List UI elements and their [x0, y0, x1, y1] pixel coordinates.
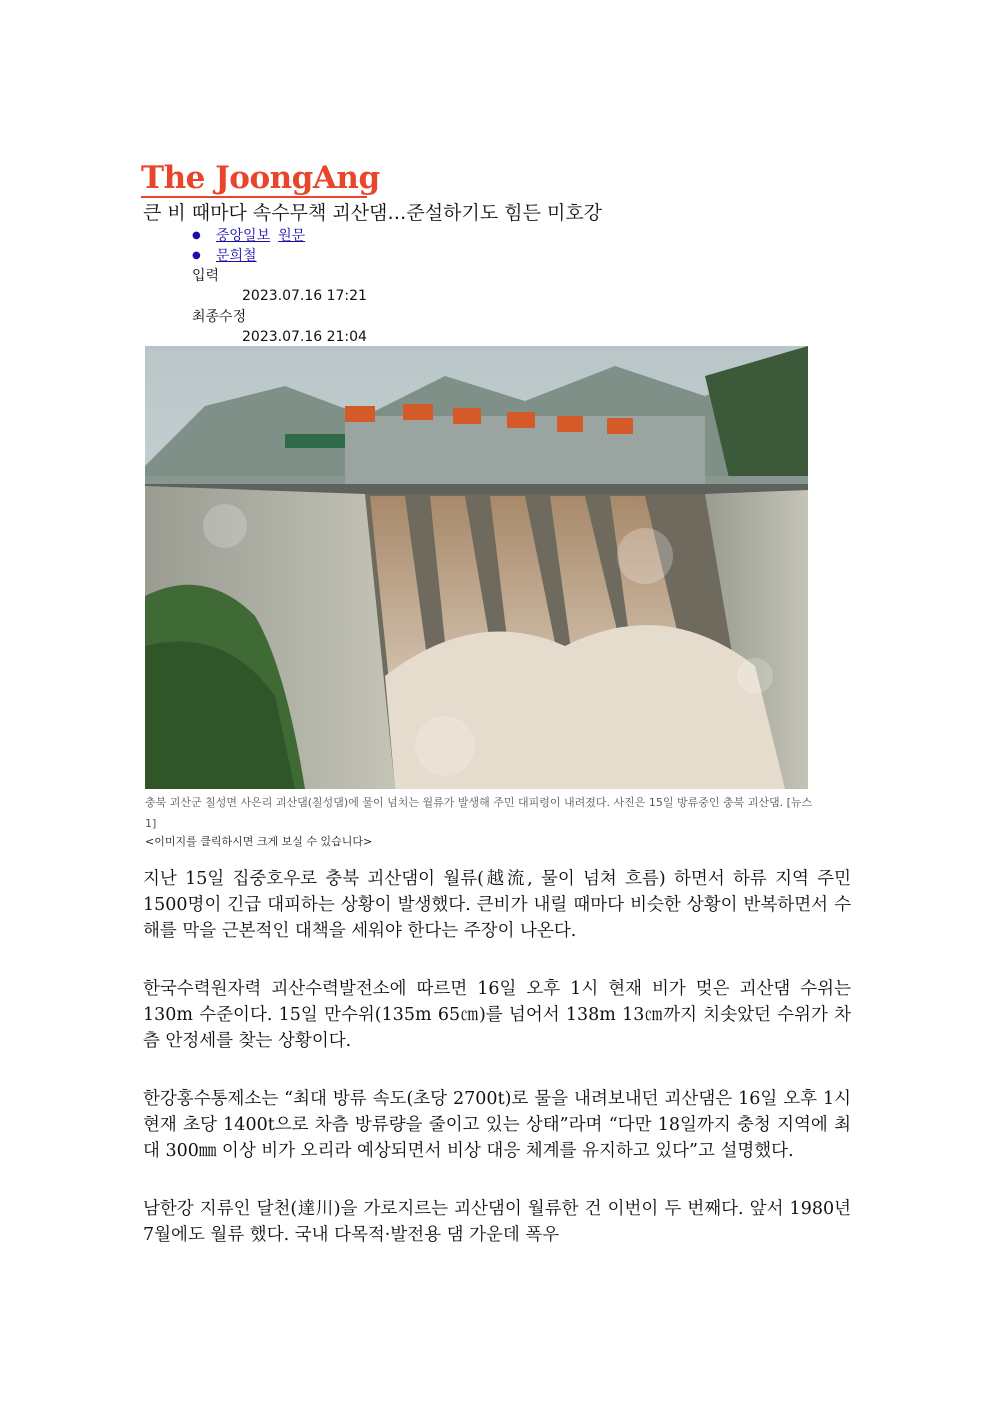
- article-headline: 큰 비 때마다 속수무책 괴산댐…준설하기도 힘든 미호강: [143, 202, 603, 224]
- byline-list: [192, 226, 367, 266]
- paragraph: 지난 15일 집중호우로 충북 괴산댐이 월류(越流, 물이 넘쳐 흐름) 하면서 하류 지역 주민 1500명이 긴급 대피하는 상황이 발생했다. 큰비가 내릴 때마다 비슷한 상황이 반복하면서 수해를 막을 근본적인 대책을 세워야 한다는 주장이 나온다.: [143, 869, 851, 941]
- reporter-link[interactable]: 문희철: [216, 248, 257, 264]
- byline-item-publisher: [192, 226, 367, 246]
- bullet-icon: ●: [192, 230, 201, 241]
- photo-caption-block: [145, 792, 817, 849]
- published-label: 입력: [192, 268, 220, 284]
- paragraph: 한강홍수통제소는 “최대 방류 속도(초당 2700t)로 물을 내려보내던 괴산댐은 16일 오후 1시 현재 초당 1400t으로 차츰 방류량을 줄이고 있는 상태”라며 “다만 18일까지 충청 지역에 최대 300㎜ 이상 비가 오리라 예상되면서 비상 대응 체계를 유지하고 있다”고 설명했다.: [143, 1089, 851, 1161]
- bullet-icon: ●: [192, 250, 201, 261]
- article-body: [143, 866, 851, 1280]
- logo-underline: [141, 196, 367, 198]
- modified-date: 2023.07.16 21:04: [242, 329, 367, 345]
- modified-label: 최종수정: [192, 309, 247, 325]
- dam-spillway-image: [145, 346, 808, 789]
- paragraph: 한국수력원자력 괴산수력발전소에 따르면 16일 오후 1시 현재 비가 멎은 괴산댐 수위는 130m 수준이다. 15일 만수위(135m 65㎝)를 넘어서 138m 13㎝까지 치솟았던 수위가 차츰 안정세를 찾는 상황이다.: [143, 979, 851, 1051]
- article-meta: [192, 226, 367, 348]
- byline-item-reporter: [192, 246, 367, 266]
- published-date: 2023.07.16 17:21: [242, 288, 367, 304]
- source-link[interactable]: 원문: [278, 228, 306, 244]
- photo-caption: 충북 괴산군 칠성면 사은리 괴산댐(칠성댐)에 물이 넘치는 월류가 발생해 주민 대피령이 내려졌다. 사진은 15일 방류중인 충북 괴산댐. [뉴스1]: [145, 796, 813, 830]
- paragraph: 남한강 지류인 달천(達川)을 가로지르는 괴산댐이 월류한 건 이번이 두 번째다. 앞서 1980년 7월에도 월류 했다. 국내 다목적·발전용 댐 가운데 폭우: [143, 1199, 851, 1245]
- publisher-link[interactable]: 중앙일보: [216, 228, 271, 244]
- article-photo[interactable]: [145, 346, 808, 789]
- photo-click-note[interactable]: <이미지를 클릭하시면 크게 보실 수 있습니다>: [145, 835, 373, 848]
- joongang-logo[interactable]: The JoongAng: [141, 160, 380, 196]
